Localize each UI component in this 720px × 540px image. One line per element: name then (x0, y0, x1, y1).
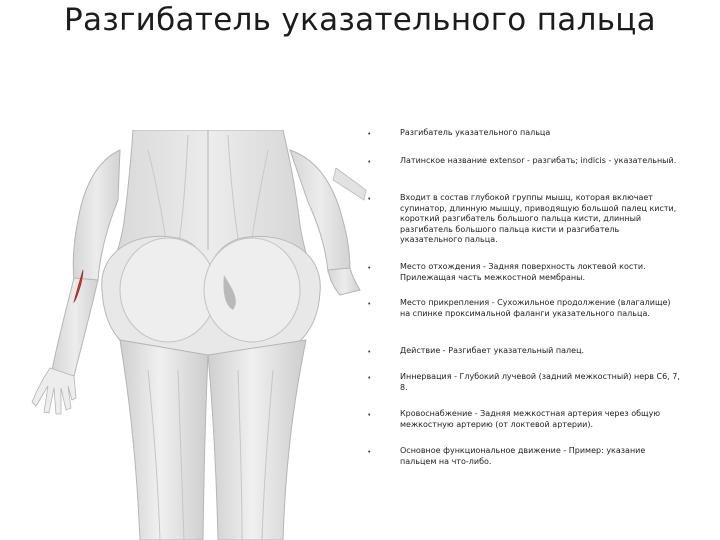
bullet-text: Место отхождения - Задняя поверхность локтевой кости. Прилежащая часть межкостной мембраны. (400, 262, 646, 282)
bullet-text: Кровоснабжение - Задняя межкостная артерия через общую межкостную артерию (от локтевой артерии). (400, 409, 661, 429)
bullet-item (368, 372, 680, 393)
bullet-marker: • (368, 412, 371, 419)
bullet-marker: • (368, 265, 371, 272)
bullet-text: Входит в состав глубокой группы мышц, которая включает супинатор, длинную мышцу, приводящую большой палец кисти, короткий разгибатель большого пальца кисти, длинный разгибатель большого пальца кисти и разгибатель указательного пальца. (400, 193, 677, 244)
bullet-marker: • (368, 449, 371, 456)
bullet-item (368, 262, 680, 283)
left-leg (120, 340, 208, 540)
left-forearm (52, 278, 98, 376)
slide-title: Разгибатель указательного пальца (64, 2, 656, 38)
bullet-item (368, 298, 680, 319)
bullet-marker: • (368, 159, 371, 166)
bullet-text: Иннервация - Глубокий лучевой (задний межкостный) нерв C6, 7, 8. (400, 372, 680, 392)
bullet-item (368, 193, 680, 246)
bullet-marker: • (368, 131, 371, 138)
bullet-item (368, 446, 680, 467)
right-forearm (328, 268, 360, 295)
bullet-marker: • (368, 375, 371, 382)
bullet-item (368, 128, 680, 140)
anatomy-illustration (28, 130, 373, 540)
bullet-marker: • (368, 196, 371, 203)
bullet-marker: • (368, 301, 371, 308)
bullet-item (368, 156, 680, 168)
right-leg (208, 340, 306, 540)
left-hand (32, 368, 76, 414)
bullet-text: Место прикрепления - Сухожильное продолжение (влагалище) на спинке проксимальной фаланги указательного пальца. (400, 298, 671, 318)
bullet-item (368, 409, 680, 430)
bullet-marker: • (368, 349, 371, 356)
bullet-text: Действие - Разгибает указательный палец. (400, 346, 585, 355)
bullet-item (368, 346, 680, 358)
bullet-text: Разгибатель указательного пальца (400, 128, 551, 137)
bullet-text: Латинское название extensor - разгибать; indicis - указательный. (400, 156, 677, 165)
bullet-text: Основное функциональное движение - Пример: указание пальцем на что-либо. (400, 446, 646, 466)
